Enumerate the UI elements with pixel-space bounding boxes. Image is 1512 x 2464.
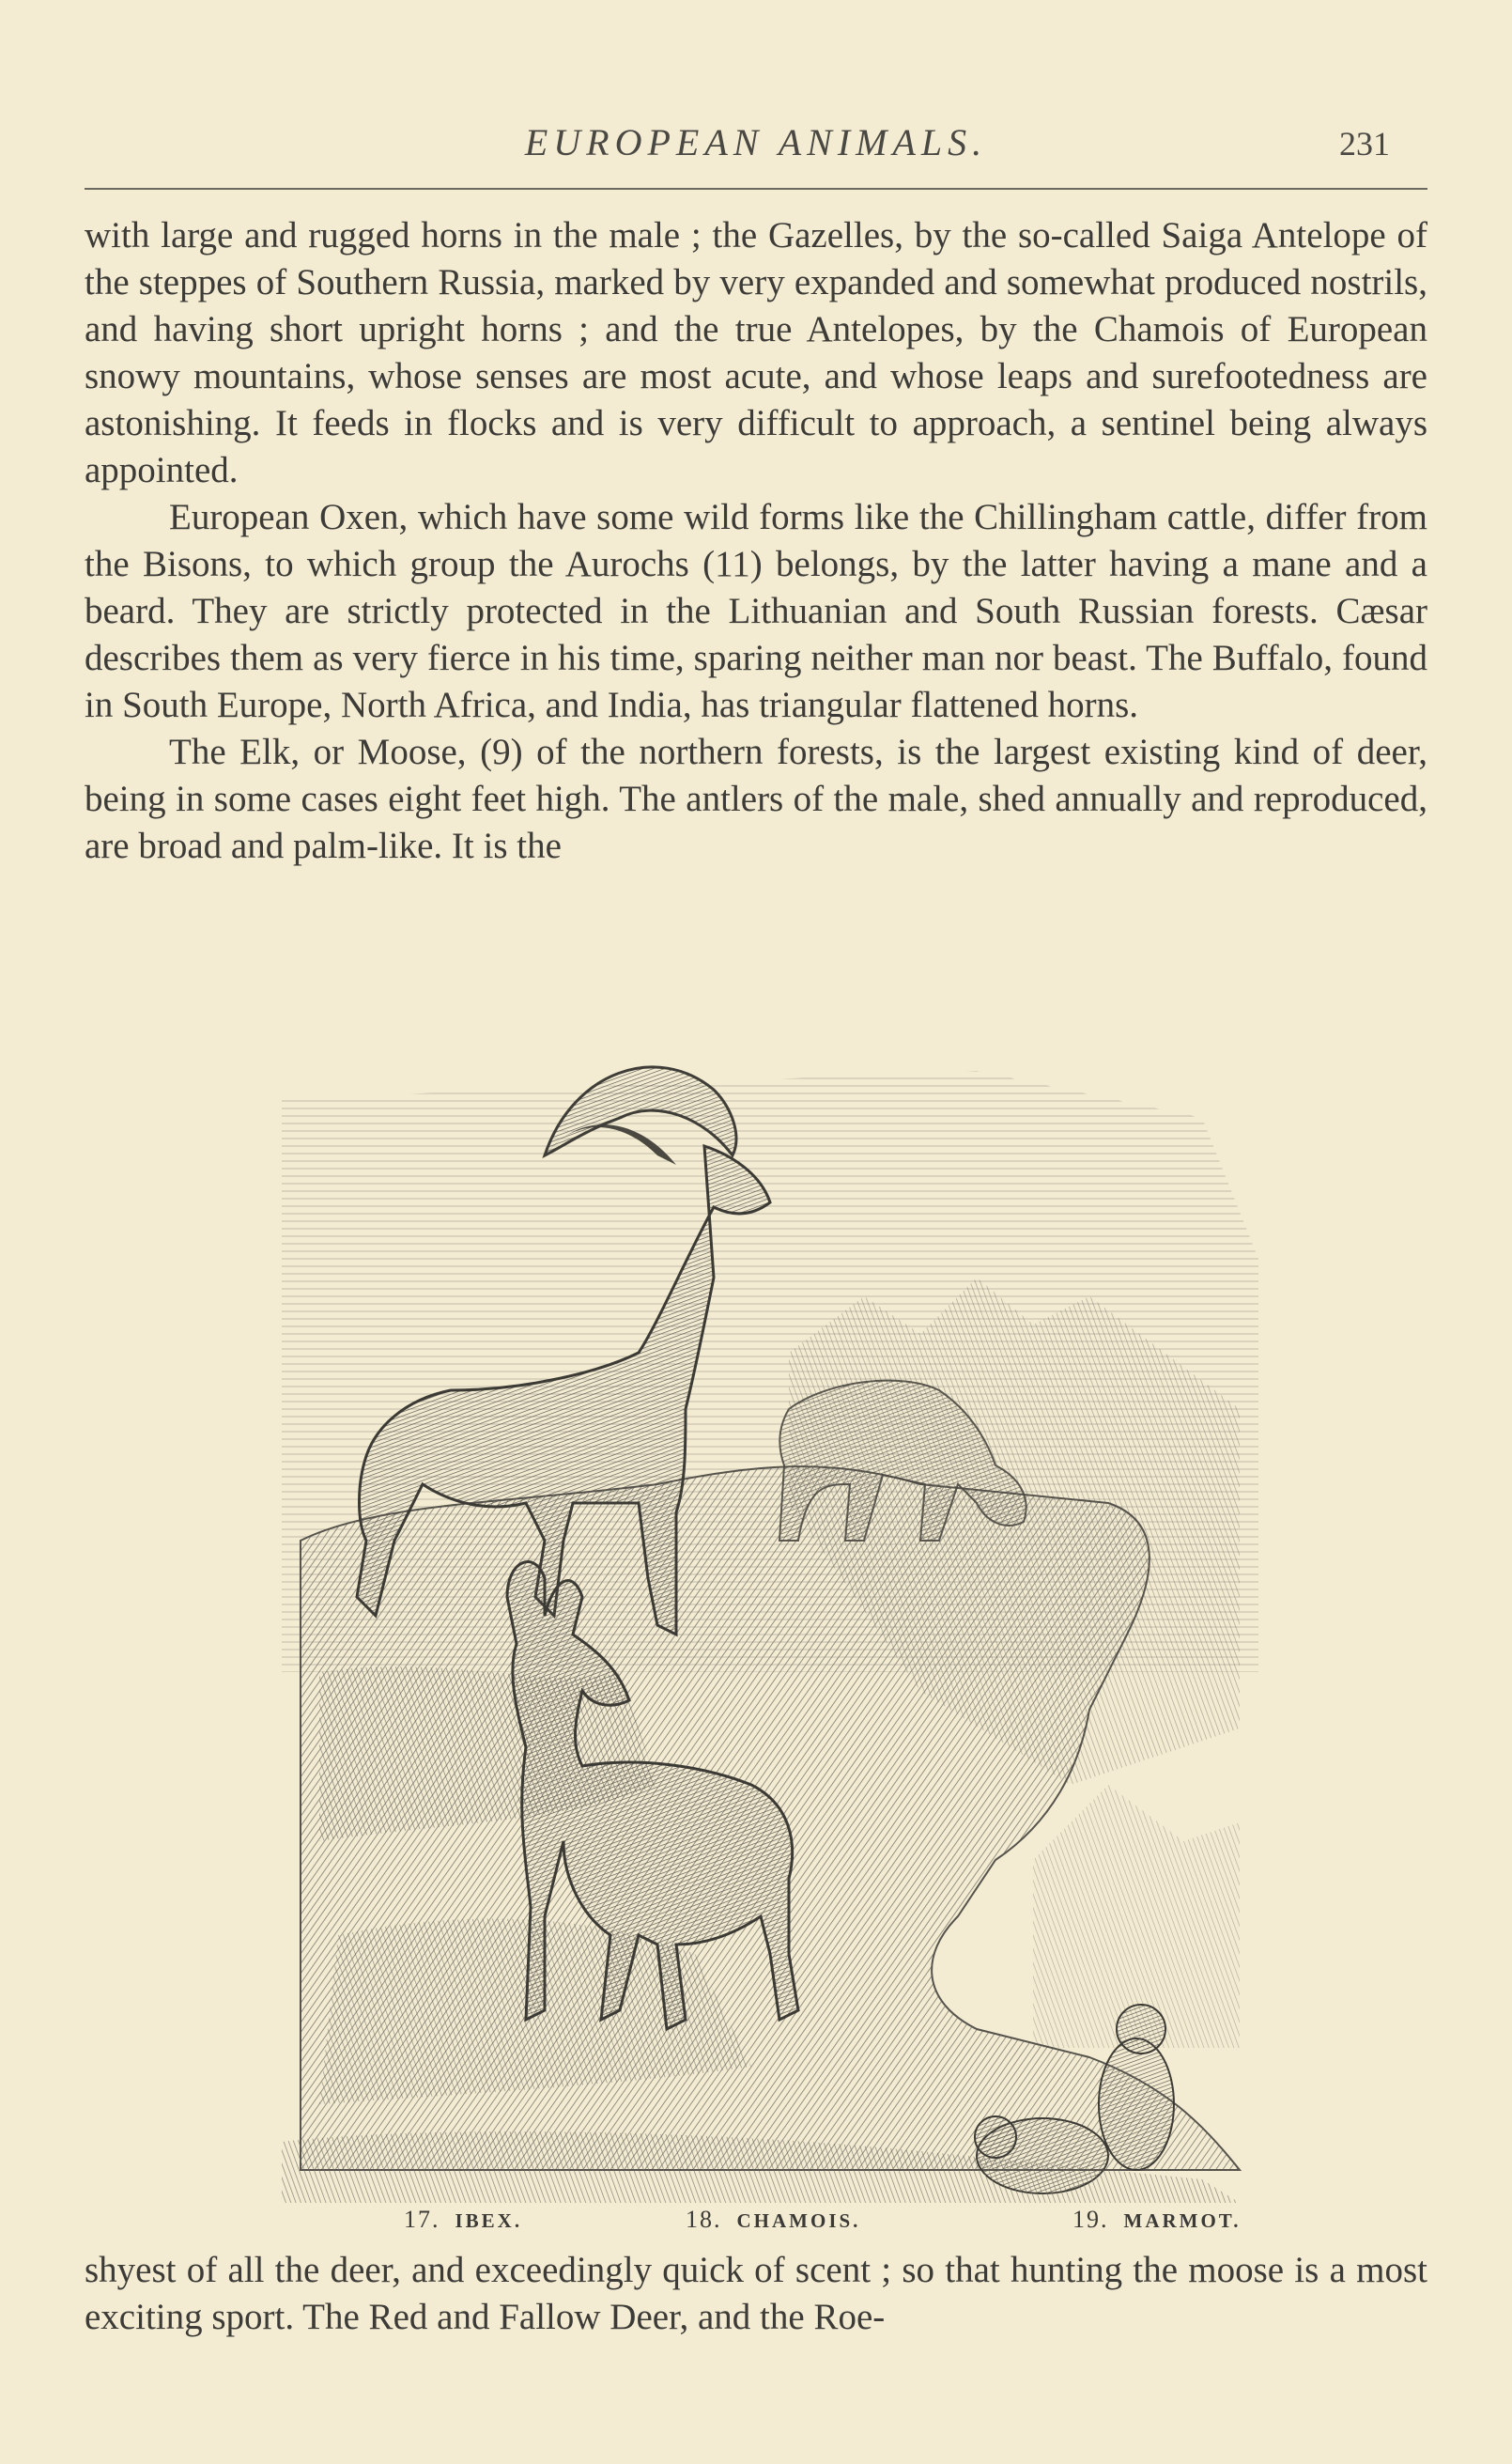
page-number: 231 [1339,125,1390,163]
caption-chamois [686,2206,860,2234]
paragraph-2: European Oxen, which have some wild forms like the Chillingham cattle, differ from the Bisons, to which group the Aurochs (11) belongs, by the latter having a mane and a beard. They are strictly protected in the Lithuanian and South Russian forests. Cæsar describes them as very fierce in his time, sparing neither man nor beast. The Buffalo, found in South Europe, North Africa, and India, has triangular flattened horns. [85,497,1427,725]
paragraph-1: with large and rugged horns in the male ; the Gazelles, by the so-called Saiga Antelope of the steppes of Southern Russia, marked by very expanded and somewhat produced nostrils, and having short upright horns ; and the true Antelopes, by the Chamois of European snowy mountains, whose senses are most acute, and whose leaps and surefootedness are astonishing. It feeds in flocks and is very difficult to approach, a sentinel being always appointed. [85,215,1427,490]
caption-label: IBEX. [455,2209,523,2232]
body-text-top [85,212,1427,870]
figure-captions [0,2206,1512,2243]
header-rule [85,188,1427,190]
running-title: EUROPEAN ANIMALS. [524,121,988,163]
paragraph-3: The Elk, or Moose, (9) of the northern forests, is the largest existing kind of deer, being in some cases eight feet high. The antlers of the male, shed annually and reproduced, are broad and palm-like. It is the [85,732,1427,866]
paragraph-4: shyest of all the deer, and exceedingly quick of scent ; so that hunting the moose is a most exciting sport. The Red and Fallow Deer, and the Roe- [85,2250,1427,2337]
caption-number: 17. [404,2206,440,2233]
engraving-ibex-chamois-marmot [263,1015,1277,2208]
caption-number: 19. [1072,2206,1109,2233]
caption-marmot [1072,2206,1242,2234]
caption-number: 18. [686,2206,722,2233]
caption-ibex [404,2206,522,2234]
body-text-bottom [85,2247,1427,2341]
caption-label: CHAMOIS. [736,2209,861,2232]
page-header [85,120,1427,177]
caption-label: MARMOT. [1123,2209,1242,2232]
